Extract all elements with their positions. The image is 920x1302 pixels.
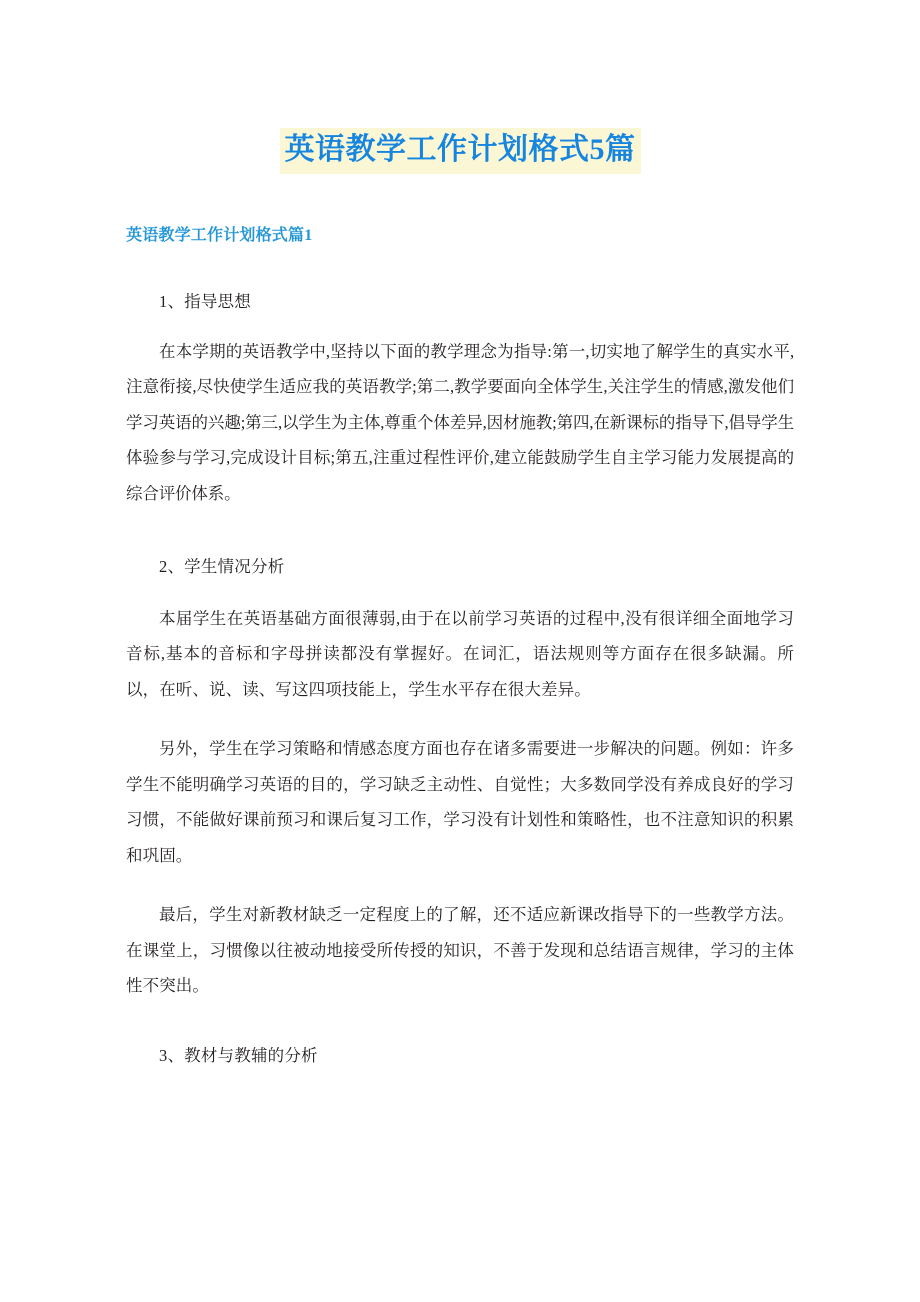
paragraph: 本届学生在英语基础方面很薄弱,由于在以前学习英语的过程中,没有很详细全面地学习音标,基本的音标和字母拼读都没有掌握好。在词汇，语法规则等方面存在很多缺漏。所以，在听、说、读、写这四项技能上，学生水平存在很大差异。 [126, 608, 794, 699]
paragraph: 最后，学生对新教材缺乏一定程度上的了解，还不适应新课改指导下的一些教学方法。在课堂上，习惯像以往被动地接受所传授的知识，不善于发现和总结语言规律，学习的主体性不突出。 [126, 905, 794, 996]
paragraph: 在本学期的英语教学中,坚持以下面的教学理念为指导:第一,切实地了解学生的真实水平,注意衔接,尽快使学生适应我的英语教学;第二,教学要面向全体学生,关注学生的情感,激发他们学习英语的兴趣;第三,以学生为主体,尊重个体差异,因材施教;第四,在新课标的指导下,倡导学生体验参与学习,完成设计目标;第五,注重过程性评价,建立能鼓励学生自主学习能力发展提高的综合评价体系。 [126, 341, 794, 503]
paragraph: 另外，学生在学习策略和情感态度方面也存在诸多需要进一步解决的问题。例如：许多学生不能明确学习英语的目的，学习缺乏主动性、自觉性；大多数同学没有养成良好的学习习惯，不能做好课前预习和课后复习工作，学习没有计划性和策略性，也不注意知识的积累和巩固。 [126, 739, 794, 865]
section-heading-3: 3、教材与教辅的分析 [159, 1045, 318, 1065]
section-heading-2: 2、学生情况分析 [159, 557, 285, 577]
page-title-highlight: 英语教学工作计划格式5篇 [280, 128, 641, 174]
subtitle-heading: 英语教学工作计划格式篇1 [126, 227, 313, 245]
document-content [126, 0, 794, 1064]
page-title [126, 0, 794, 174]
section-heading-1: 1、指导思想 [159, 292, 251, 312]
